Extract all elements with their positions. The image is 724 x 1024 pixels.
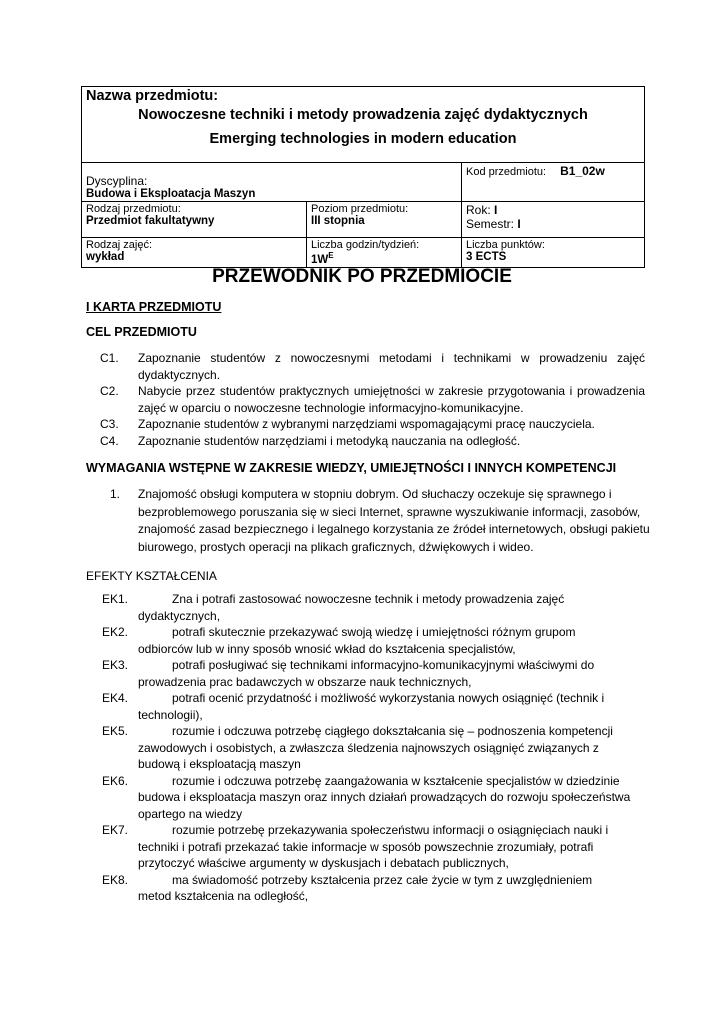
outcome-item [102, 822, 632, 872]
semester-label: Semestr: [466, 217, 515, 231]
requirement-item [110, 486, 650, 556]
hours-cell [307, 238, 462, 268]
outcome-text-cont: technologii), [138, 707, 203, 722]
goals-list [100, 350, 645, 449]
outcome-item [102, 723, 632, 773]
discipline-cell [82, 163, 462, 202]
outcomes-heading: EFEKTY KSZTAŁCENIA [86, 569, 217, 583]
ects-value: 3 ECTS [466, 251, 507, 263]
goals-heading: CEL PRZEDMIOTU [86, 325, 197, 339]
goal-item [100, 433, 645, 450]
outcome-item [102, 773, 632, 823]
outcome-text: rozumie potrzebę przekazywania społeczeństwu informacji o osiągnięciach nauki i [172, 823, 609, 837]
outcome-text: Zna i potrafi zastosować nowoczesne technik i metody prowadzenia zajęć [172, 592, 565, 606]
level-value: III stopnia [311, 215, 365, 227]
outcome-code: EK6. [102, 773, 129, 788]
course-title-pl: Nowoczesne techniki i metody prowadzenia zajęć dydaktycznych [138, 107, 588, 123]
outcome-code: EK5. [102, 724, 129, 738]
course-type-cell [82, 202, 307, 238]
outcome-text: potrafi ocenić przydatność i możliwość wykorzystania nowych osiągnięć (technik i [172, 691, 605, 705]
outcome-text-cont: metod kształcenia na odległość, [138, 889, 309, 903]
outcome-text: potrafi skutecznie przekazywać swoją wiedzę i umiejętności różnym grupom [172, 625, 576, 639]
outcome-text-cont: budowa i eksploatacja maszyn oraz innych działań prowadzących do rozwoju społeczeństwa opartego na wiedzy [138, 790, 631, 821]
year-value: I [494, 203, 498, 217]
goal-text: Zapoznanie studentów z nowoczesnymi metodami i technikami w prowadzeniu zajęć dydaktycznych. [138, 351, 645, 382]
goal-text: Zapoznanie studentów narzędziami i metodyką nauczania na odległość. [138, 433, 521, 448]
outcome-item [102, 657, 632, 690]
course-type-label: Rodzaj przedmiotu: [86, 203, 181, 215]
goal-text: Zapoznanie studentów z wybranymi narzędziami wspomagającymi pracę nauczyciela. [138, 417, 595, 431]
ects-cell [462, 238, 645, 268]
outcomes-list [102, 591, 632, 905]
outcome-text-cont: odbiorców lub w inny sposób wnosić wkład do kształcenia specjalistów, [138, 641, 516, 656]
goal-item [100, 416, 645, 433]
outcome-code: EK3. [102, 658, 129, 672]
course-title-en: Emerging technologies in modern education [209, 131, 517, 147]
goal-item [100, 383, 645, 416]
discipline-value: Budowa i Eksploatacja Maszyn [86, 188, 256, 200]
semester-value: I [517, 217, 521, 231]
course-name-label: Nazwa przedmiotu: [86, 88, 219, 104]
course-type-value: Przedmiot fakultatywny [86, 215, 215, 227]
outcome-text: rozumie i odczuwa potrzebę ciągłego dokształcania się – podnoszenia kompetencji [172, 724, 613, 738]
outcome-code: EK7. [102, 823, 129, 837]
year-semester-cell [462, 202, 645, 238]
karta-heading: I KARTA PRZEDMIOTU [86, 300, 222, 314]
outcome-item [102, 690, 632, 723]
outcome-code: EK1. [102, 592, 129, 606]
hours-value: 1W [311, 253, 329, 266]
level-label: Poziom przedmiotu: [311, 203, 409, 215]
goal-number: C3. [100, 417, 119, 431]
outcome-text-cont: zawodowych i osobistych, a zwłaszcza śledzenia najnowszych osiągnięć związanych z budową i eksploatacją maszyn [138, 740, 599, 771]
class-type-value: wykład [86, 251, 125, 263]
requirement-number: 1. [110, 487, 121, 501]
course-code-cell [462, 163, 645, 202]
goal-number: C1. [100, 351, 119, 365]
outcome-text: ma świadomość potrzeby kształcenia przez całe życie w tym z uwzględnieniem [172, 872, 593, 887]
requirement-text: Znajomość obsługi komputera w stopniu dobrym. Od słuchaczy oczekuje się sprawnego i bezproblemowego poruszania się w sieci Internet, sprawne wyszukiwanie informacji, zasobów, znajomość zasad bezpiecznego i legalnego korzystania ze źródeł internetowych, obsługi pakietu biurowego, prostych operacji na plikach graficznych, dźwiękowych i wideo. [138, 487, 650, 554]
ects-label: Liczba punktów: [466, 239, 545, 251]
outcome-text-cont: techniki i potrafi przekazać takie informacje w sposób powszechnie zrozumiały, potrafi przytoczyć właściwe argumenty w dyskusjach i debatach publicznych, [138, 839, 594, 870]
goal-number: C2. [100, 384, 119, 398]
course-title-cell [82, 87, 645, 163]
hours-label: Liczba godzin/tydzień: [311, 239, 420, 251]
level-cell [307, 202, 462, 238]
requirements-heading: WYMAGANIA WSTĘPNE W ZAKRESIE WIEDZY, UMIEJĘTNOŚCI I INNYCH KOMPETENCJI [86, 461, 617, 475]
discipline-label: Dyscyplina: [86, 174, 148, 188]
goal-number: C4. [100, 433, 119, 448]
outcome-text-cont: dydaktycznych, [138, 608, 221, 623]
course-code-label: Kod przedmiotu: [466, 166, 547, 178]
class-type-cell [82, 238, 307, 268]
hours-exam-mark: E [328, 251, 334, 260]
year-label: Rok: [466, 203, 491, 217]
outcome-item [102, 872, 632, 905]
outcome-text: potrafi posługiwać się technikami informacyjno-komunikacyjnymi właściwymi do [172, 658, 595, 672]
course-code-value: B1_02w [560, 164, 605, 178]
class-type-label: Rodzaj zajęć: [86, 239, 153, 251]
outcome-code: EK4. [102, 691, 129, 705]
course-header-table [81, 86, 645, 268]
outcome-code: EK2. [102, 625, 129, 639]
goal-text: Nabycie przez studentów praktycznych umiejętności w zakresie przygotowania i prowadzenia zajęć w oparciu o nowoczesne technologie informacyjno-komunikacyjne. [138, 384, 645, 415]
outcome-item [102, 624, 632, 657]
outcome-code: EK8. [102, 872, 129, 887]
outcome-item [102, 591, 632, 624]
outcome-text: rozumie i odczuwa potrzebę zaangażowania w kształcenie specjalistów w dziedzinie [172, 773, 620, 788]
guide-title: PRZEWODNIK PO PRZEDMIOCIE [212, 266, 512, 287]
outcome-text-cont: prowadzenia prac badawczych w obszarze nauk technicznych, [138, 674, 472, 689]
goal-item [100, 350, 645, 383]
